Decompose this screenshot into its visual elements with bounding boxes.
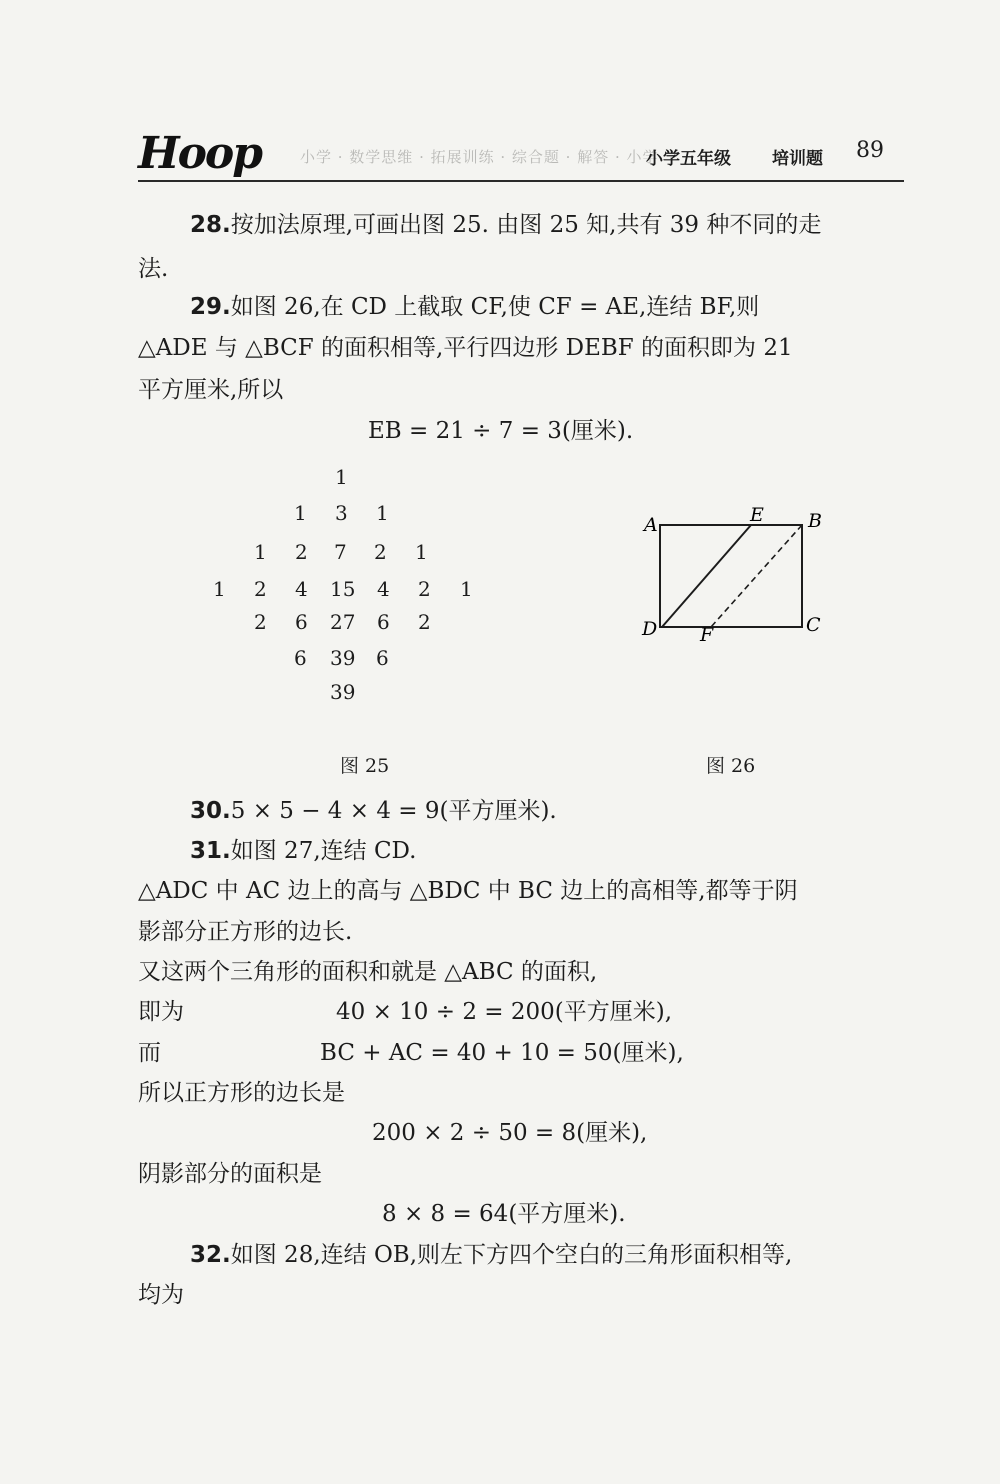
fig25-cell: 1: [376, 501, 389, 525]
q31-line5-equation: 40 × 10 ÷ 2 = 200(平方厘米),: [336, 999, 673, 1025]
fig26-label-E: E: [750, 504, 764, 526]
q32-line1: [190, 1240, 792, 1270]
q28-line1-text: 按加法原理,可画出图 25. 由图 25 知,共有 39 种不同的走: [230, 212, 822, 238]
q31-line7: 所以正方形的边长是: [138, 1080, 345, 1106]
fig25-cell: 2: [254, 610, 267, 634]
q31-line1: [190, 836, 416, 866]
fig25-cell: 1: [460, 577, 473, 601]
fig25-cell: 7: [334, 540, 347, 564]
publisher-logo: Hoop: [138, 128, 262, 179]
fig25-cell: 6: [377, 610, 390, 634]
figure26-diagram: [630, 495, 840, 655]
fig26-label-D: D: [642, 618, 658, 640]
q29-line1-text: 如图 26,在 CD 上截取 CF,使 CF = AE,连结 BF,则: [230, 294, 760, 320]
fig26-dashed-BF: [711, 525, 802, 627]
fig26-label-F: F: [700, 624, 714, 646]
q28-line1: [190, 210, 821, 240]
q32-line1-text: 如图 28,连结 OB,则左下方四个空白的三角形面积相等,: [230, 1242, 793, 1268]
q31-line6-equation: BC + AC = 40 + 10 = 50(厘米),: [320, 1040, 684, 1066]
figure26-caption: 图 26: [706, 755, 756, 777]
q31-line2: △ADC 中 AC 边上的高与 △BDC 中 BC 边上的高相等,都等于阴: [138, 878, 798, 904]
q31-line3: 影部分正方形的边长.: [138, 919, 353, 945]
q28-line2: 法.: [138, 256, 169, 282]
fig25-cell: 2: [295, 540, 308, 564]
figure25-caption: 图 25: [340, 755, 390, 777]
q29-number: 29.: [190, 294, 231, 320]
header-faint-subtitle: 小学 · 数学思维 · 拓展训练 · 综合题 · 解答 · 小学: [300, 148, 659, 166]
q30-line: [190, 796, 557, 826]
fig26-label-A: A: [644, 514, 658, 536]
q31-line9: 阴影部分的面积是: [138, 1161, 322, 1187]
q29-line3: 平方厘米,所以: [138, 377, 284, 403]
fig25-cell: 2: [374, 540, 387, 564]
fig25-cell: 1: [254, 540, 267, 564]
q30-text: 5 × 5 − 4 × 4 = 9(平方厘米).: [230, 798, 557, 824]
fig25-cell: 6: [294, 646, 307, 670]
q31-line6-label: 而: [138, 1040, 161, 1066]
fig25-cell: 2: [254, 577, 267, 601]
fig25-cell: 1: [335, 465, 348, 489]
q32-line2: 均为: [138, 1282, 184, 1308]
fig25-cell: 6: [376, 646, 389, 670]
fig25-cell: 1: [294, 501, 307, 525]
q29-equation: EB = 21 ÷ 7 = 3(厘米).: [368, 418, 634, 444]
fig25-cell: 1: [213, 577, 226, 601]
fig26-label-B: B: [808, 510, 822, 532]
q28-number: 28.: [190, 212, 231, 238]
q29-line2: △ADE 与 △BCF 的面积相等,平行四边形 DEBF 的面积即为 21: [138, 335, 793, 361]
page-number: 89: [856, 138, 884, 163]
header-section-label: 培训题: [772, 149, 823, 169]
fig25-cell: 15: [330, 577, 356, 601]
header-rule: [138, 180, 904, 182]
q29-line1: [190, 292, 759, 322]
q30-number: 30.: [190, 798, 231, 824]
fig25-cell: 1: [415, 540, 428, 564]
q31-line1-text: 如图 27,连结 CD.: [230, 838, 417, 864]
fig25-cell: 4: [295, 577, 308, 601]
q32-number: 32.: [190, 1242, 231, 1268]
fig25-cell: 4: [377, 577, 390, 601]
q31-line5-label: 即为: [138, 999, 184, 1025]
fig26-rectangle: [660, 525, 802, 627]
fig25-cell: 6: [295, 610, 308, 634]
q31-line8-equation: 200 × 2 ÷ 50 = 8(厘米),: [372, 1120, 648, 1146]
fig25-cell: 2: [418, 610, 431, 634]
fig25-cell: 39: [330, 646, 356, 670]
q31-line4: 又这两个三角形的面积和就是 △ABC 的面积,: [138, 959, 598, 985]
q31-line10-equation: 8 × 8 = 64(平方厘米).: [382, 1201, 626, 1227]
fig26-label-C: C: [806, 614, 821, 636]
q31-number: 31.: [190, 838, 231, 864]
fig25-cell: 2: [418, 577, 431, 601]
header-grade-label: 小学五年级: [646, 149, 731, 169]
fig25-cell: 27: [330, 610, 356, 634]
fig25-cell: 39: [330, 680, 356, 704]
fig25-cell: 3: [335, 501, 348, 525]
fig26-line-DE: [662, 525, 751, 627]
